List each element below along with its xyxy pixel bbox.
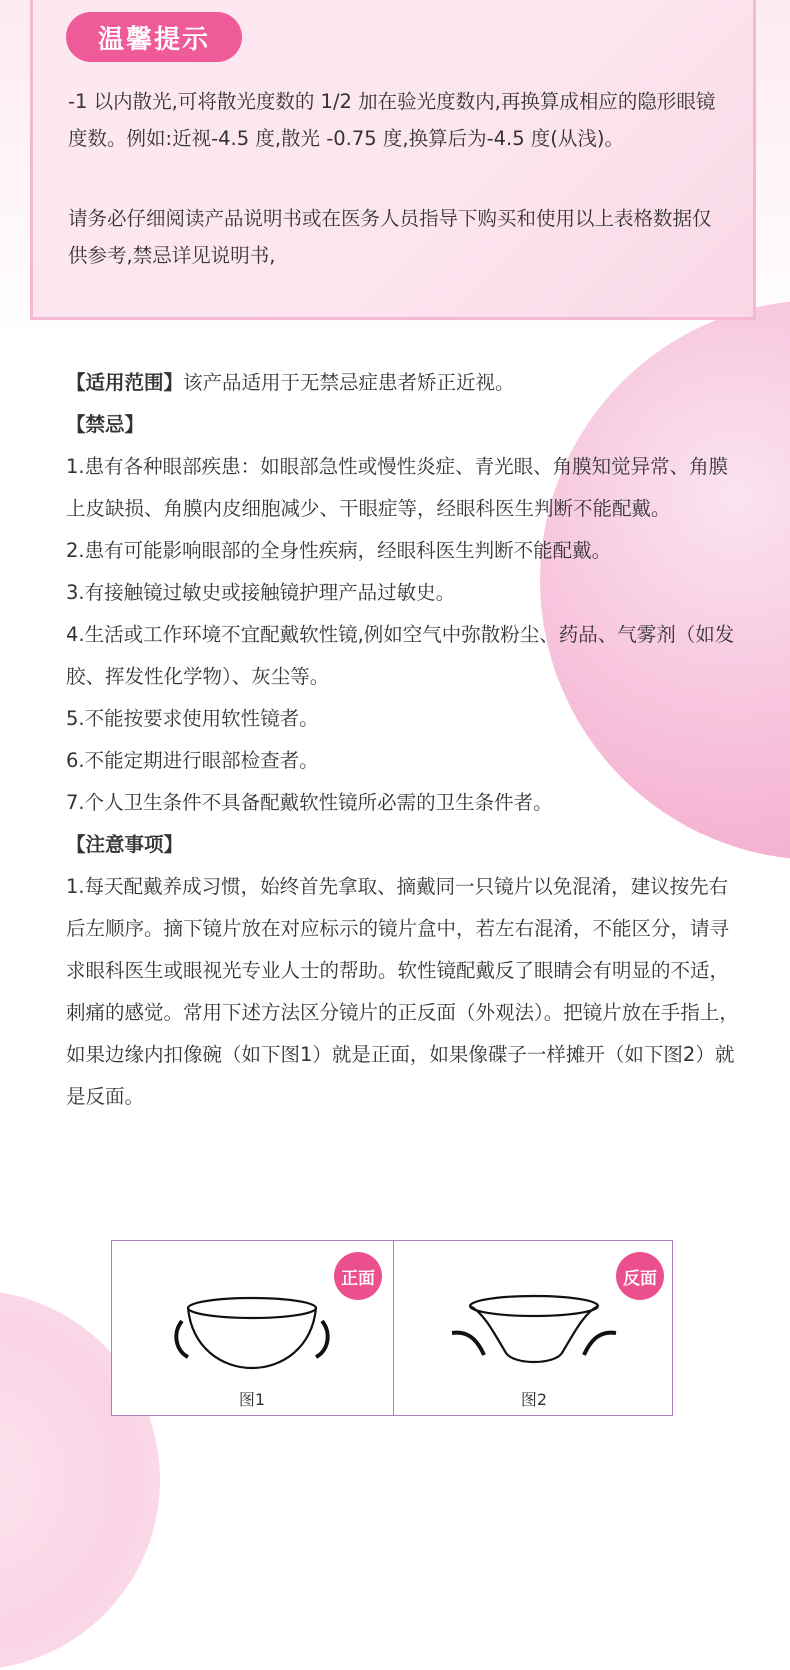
tip-title-badge: 温馨提示 <box>66 12 242 62</box>
contra-item-5: 5.不能按要求使用软性镜者。 <box>66 707 319 730</box>
bowl-lens-icon <box>162 1293 342 1383</box>
scope-text: 该产品适用于无禁忌症患者矫正近视。 <box>183 371 515 394</box>
figure-panel-back <box>393 1241 674 1415</box>
contra-item-4: 4.生活或工作环境不宜配戴软性镜,例如空气中弥散粉尘、药品、气雾剂（如发胶、挥发性化学物）、灰尘等。 <box>66 623 735 688</box>
figure-caption-2: 图2 <box>520 1390 548 1409</box>
contra-item-3: 3.有接触镜过敏史或接触镜护理产品过敏史。 <box>66 581 456 604</box>
front-badge: 正面 <box>334 1252 382 1300</box>
contra-label: 【禁忌】 <box>66 413 145 436</box>
instructions-content <box>66 362 746 1118</box>
tip-paragraph-disclaimer: 请务必仔细阅读产品说明书或在医务人员指导下购买和使用以上表格数据仅供参考,禁忌详见说明书, <box>68 207 712 267</box>
notes-label: 【注意事项】 <box>66 833 184 856</box>
lens-orientation-figure <box>111 1240 673 1416</box>
figure-panel-front <box>112 1241 392 1415</box>
figure-caption-1: 图1 <box>238 1390 266 1409</box>
saucer-lens-icon <box>444 1293 624 1383</box>
notes-text: 1.每天配戴养成习惯，始终首先拿取、摘戴同一只镜片以免混淆，建议按先右后左顺序。摘下镜片放在对应标示的镜片盒中，若左右混淆，不能区分，请寻求眼科医生或眼视光专业人士的帮助。软性镜配戴反了眼睛会有明显的不适，刺痛的感觉。常用下述方法区分镜片的正反面（外观法）。把镜片放在手指上，如果边缘内扣像碗（如下图1）就是正面，如果像碟子一样摊开（如下图2）就是反面。 <box>66 875 739 1108</box>
back-badge: 反面 <box>616 1252 664 1300</box>
contra-item-2: 2.患有可能影响眼部的全身性疾病，经眼科医生判断不能配戴。 <box>66 539 612 562</box>
contra-item-1: 1.患有各种眼部疾患：如眼部急性或慢性炎症、青光眼、角膜知觉异常、角膜上皮缺损、角膜内皮细胞减少、干眼症等，经眼科医生判断不能配戴。 <box>66 455 729 520</box>
contra-item-6: 6.不能定期进行眼部检查者。 <box>66 749 319 772</box>
tip-paragraph-astigmatism: -1 以内散光,可将散光度数的 1/2 加在验光度数内,再换算成相应的隐形眼镜度数。例如:近视-4.5 度,散光 -0.75 度,换算后为-4.5 度(从浅)。 <box>68 90 716 150</box>
scope-line <box>66 362 746 404</box>
scope-label: 【适用范围】 <box>66 371 184 394</box>
contra-item-7: 7.个人卫生条件不具备配戴软性镜所必需的卫生条件者。 <box>66 791 553 814</box>
